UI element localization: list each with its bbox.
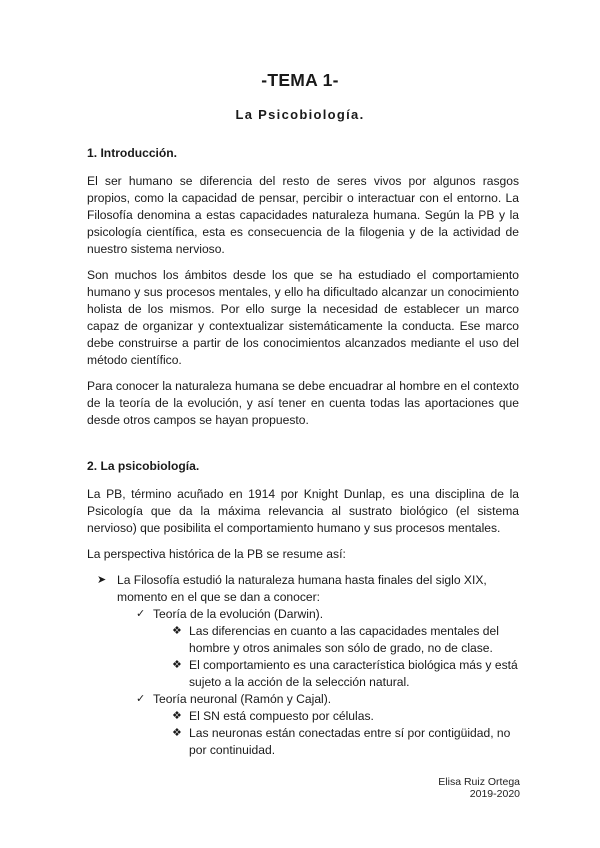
list-item-text: Las diferencias en cuanto a las capacidades mentales del hombre y otros animales son sólo de grado, no de clase. (189, 624, 499, 655)
list-item (97, 572, 519, 759)
section-heading: 2. La psicobiología. (87, 459, 200, 473)
list-item-text: El comportamiento es una característica biológica más y está sujeto a la acción de la selección natural. (189, 658, 518, 689)
list-item (172, 657, 519, 691)
arrow-bullet-icon: ➤ (97, 574, 107, 586)
list-item (172, 725, 519, 759)
paragraph: El ser humano se diferencia del resto de seres vivos por algunos rasgos propios, como la capacidad de pensar, percibir o interactuar con el entorno. La Filosofía denomina a estas capacidades naturaleza humana. Según la PB y la psicología científica, esta es consecuencia de la filogenia y de la actividad de nuestro sistema nervioso. (87, 174, 519, 256)
section-introduccion (87, 145, 519, 429)
checkmark-bullet-icon: ✓ (136, 608, 146, 620)
document-title: -TEMA 1- (261, 70, 339, 90)
paragraph: Para conocer la naturaleza humana se debe encuadrar al hombre en el contexto de la teoría de la evolución, y así tener en cuenta todas las aportaciones que desde otros campos se hayan propuesto. (87, 379, 519, 427)
diamond-bullet-icon: ❖ (172, 659, 182, 671)
footer-author: Elisa Ruiz Ortega (438, 776, 520, 788)
paragraph: Son muchos los ámbitos desde los que se ha estudiado el comportamiento humano y sus procesos mentales, y ello ha dificultado alcanzar un conocimiento holista de los mismos. Por ello surge la necesidad de establecer un marco capaz de organizar y contextualizar sistemáticamente la conducta. Ese marco debe construirse a partir de los conocimientos alcanzados mediante el uso del método científico. (87, 268, 519, 367)
list-item (136, 691, 519, 759)
list-item (136, 606, 519, 691)
diamond-bullet-icon: ❖ (172, 625, 182, 637)
list-item-text: Teoría de la evolución (Darwin). (153, 607, 324, 621)
sublist (153, 708, 519, 759)
section-psicobiologia (87, 458, 519, 759)
sublist (117, 606, 519, 759)
list-item (172, 623, 519, 657)
list-item (172, 708, 519, 725)
sublist (153, 623, 519, 691)
section-heading: 1. Introducción. (87, 146, 178, 160)
history-list (87, 572, 519, 759)
diamond-bullet-icon: ❖ (172, 727, 182, 739)
document-body (87, 145, 519, 759)
list-item-text: Teoría neuronal (Ramón y Cajal). (153, 692, 332, 706)
document-subtitle: La Psicobiología. (235, 107, 365, 122)
paragraph: La perspectiva histórica de la PB se resume así: (87, 547, 346, 561)
footer-year: 2019-2020 (469, 788, 520, 800)
checkmark-bullet-icon: ✓ (136, 693, 146, 705)
list-item-text: El SN está compuesto por células. (189, 709, 374, 723)
diamond-bullet-icon: ❖ (172, 710, 182, 722)
paragraph: La PB, término acuñado en 1914 por Knight Dunlap, es una disciplina de la Psicología que da la máxima relevancia al sustrato biológico (el sistema nervioso) que posibilita el comportamiento humano y sus procesos mentales. (87, 487, 519, 535)
list-item-text: Las neuronas están conectadas entre sí por contigüidad, no por continuidad. (189, 726, 511, 757)
page-footer (438, 776, 520, 800)
list-item-text: La Filosofía estudió la naturaleza humana hasta finales del siglo XIX, momento en el que se dan a conocer: (117, 573, 487, 604)
